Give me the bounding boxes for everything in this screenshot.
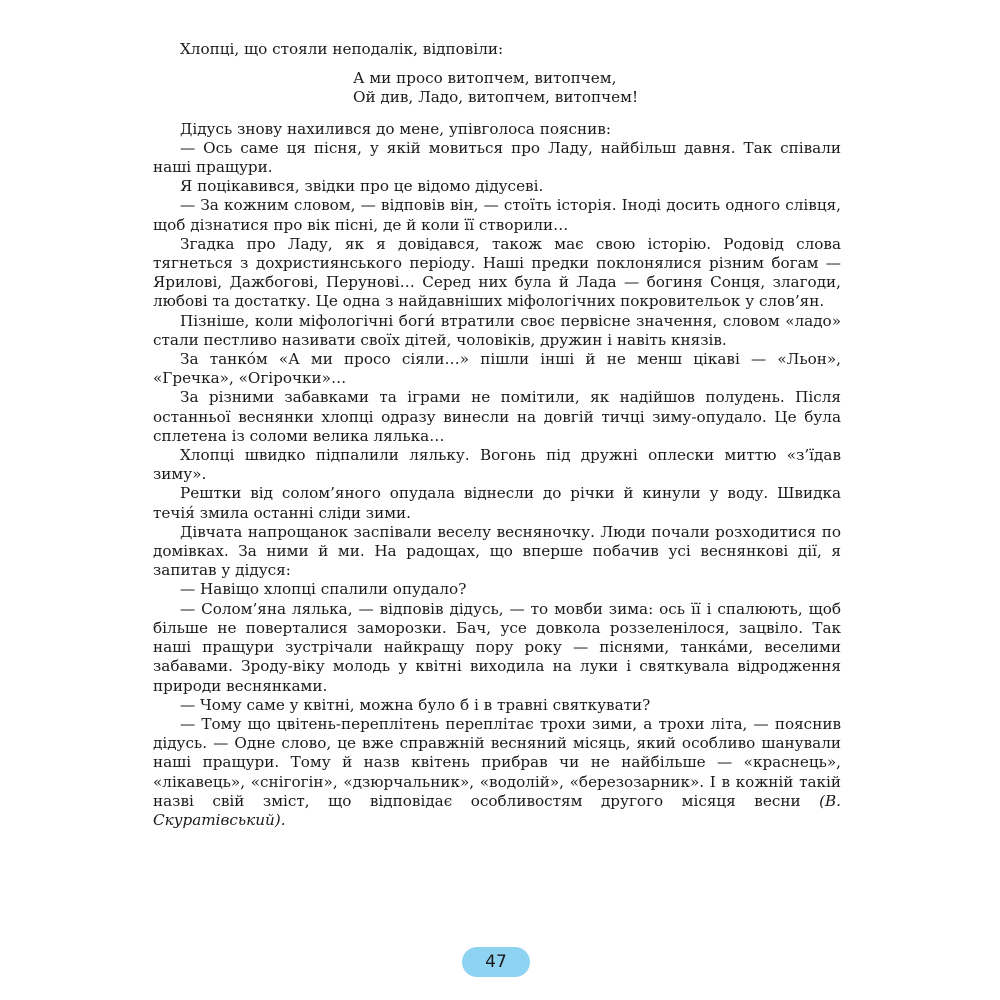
paragraph: Дівчата напрощанок заспівали веселу весняночку. Люди почали розходитися по домівках. За ними й ми. На радощах, що вперше побачив усі веснянкові дії, я запитав у дідуся: bbox=[153, 522, 841, 580]
paragraph: Згадка про Ладу, як я довідався, також має свою історію. Родовід слова тягнеться з дохристиянського періоду. Наші предки поклонялися різним богам — Ярилові, Дажбогові, Перунові… Серед них була й Лада — богиня Сонця, злагоди, любові та достатку. Це одна з найдавніших міфологічних покровительок у слов’ян. bbox=[153, 234, 841, 311]
page-number: 47 bbox=[485, 952, 507, 972]
page-content bbox=[153, 40, 841, 830]
paragraph-last bbox=[153, 715, 841, 830]
paragraph: — Чому саме у квітні, можна було б і в травні святкувати? bbox=[180, 695, 651, 714]
paragraph: Хлопці, що стояли неподалік, відповіли: bbox=[180, 40, 504, 58]
verse-line: Ой див, Ладо, витопчем, витопчем! bbox=[353, 88, 639, 107]
paragraph: — Солом’яна лялька, — відповів дідусь, — то мовби зима: ось її і спалюють, щоб більше не поверталися заморозки. Бач, усе довкола роззеленілося, зацвіло. Так наші пращури зустрічали найкращу пору року — піснями, танка́ми, веселими забавами. Зроду-віку молодь у квітні виходила на луки і святкувала відродження природи веснянками. bbox=[153, 599, 841, 695]
paragraph-text: — Тому що цвітень-переплітень переплітає трохи зими, а трохи літа, — пояснив дідусь. — Одне слово, це вже справжній весняний місяць, який особливо шанували наші пращури. Тому й назв квітень прибрав чи не найбільше — «краснець», «лікавець», «снігогін», «дзюрчальник», «водолій», «березозарник». І в кожній такій назві свій зміст, що відповідає особливостям другого місяця весни bbox=[153, 714, 841, 810]
paragraph: За танко́м «А ми просо сіяли…» пішли інші й не менш цікаві — «Льон», «Гречка», «Огірочки»… bbox=[153, 350, 841, 388]
author-attribution: (В. Скуратівський). bbox=[153, 791, 842, 829]
paragraph: — Навіщо хлопці спалили опудало? bbox=[180, 580, 467, 599]
paragraph: Пізніше, коли міфологічні боги́ втратили своє первісне значення, словом «ладо» стали пестливо називати своїх дітей, чоловіків, дружин і навіть князів. bbox=[153, 311, 841, 349]
verse-line: А ми просо витопчем, витопчем, bbox=[353, 69, 617, 88]
page-number-badge bbox=[462, 947, 530, 977]
paragraph: Хлопці швидко підпалили ляльку. Вогонь під дружні оплески миттю «з’їдав зиму». bbox=[153, 446, 841, 484]
paragraph: — Ось саме ця пісня, у якій мовиться про Ладу, найбільш давня. Так співали наші пращури. bbox=[153, 138, 841, 177]
song-verse bbox=[353, 69, 841, 107]
paragraph: — За кожним словом, — відповів він, — стоїть історія. Іноді досить одного слівця, щоб дізнатися про вік пісні, де й коли її створили… bbox=[153, 196, 841, 234]
paragraph: За різними забавками та іграми не помітили, як надійшов полудень. Після останньої веснянки хлопці одразу винесли на довгій тичці зиму-опудало. Це була сплетена із соломи велика лялька… bbox=[153, 388, 841, 445]
paragraph: Дідусь знову нахилився до мене, упівголоса пояснив: bbox=[180, 119, 611, 138]
paragraph: Рештки від солом’яного опудала віднесли до річки й кинули у воду. Швидка течія́ змила останні сліди зими. bbox=[153, 484, 841, 522]
paragraph: Я поцікавився, звідки про це відомо дідусеві. bbox=[180, 177, 544, 196]
